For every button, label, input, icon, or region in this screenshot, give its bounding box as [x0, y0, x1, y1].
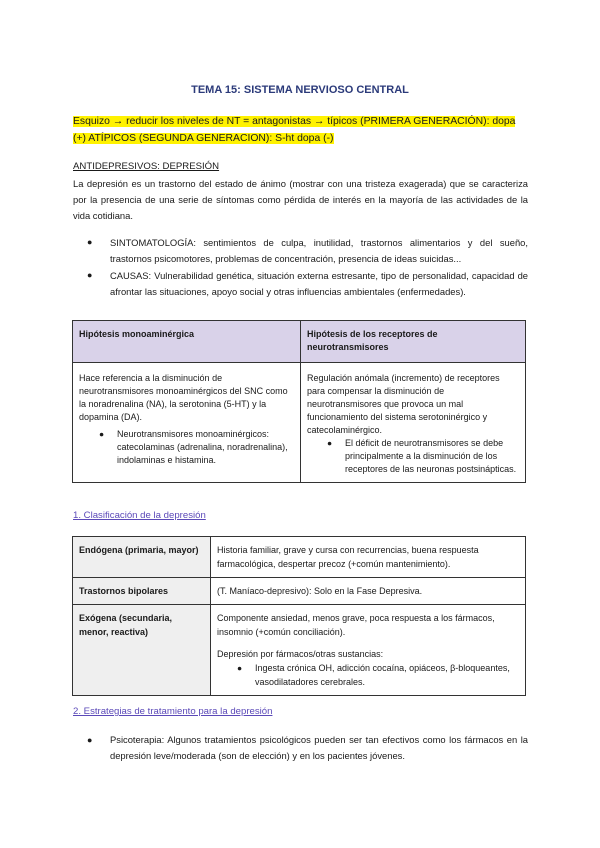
row-text-sub: Depresión por fármacos/otras sustancias: [217, 649, 384, 659]
list-item-text: Neurotransmisores monoaminérgicos: catecolaminas (adrenalina, noradrenalina), indolaminas e histamina. [117, 429, 288, 465]
intro-paragraph: La depresión es un trastorno del estado de ánimo (mostrar con una tristeza exagerada) que se caracteriza por la presencia de una serie de síntomas como pérdida de interés en la mayoría de las actividades de la vida cotidiana. [73, 178, 528, 221]
cell-text: Regulación anómala (incremento) de receptores para compensar la disminución de neurotransmisores que provoca un mal funcionamiento del sistema serotoninérgico y catecolaminérgico. [307, 373, 500, 435]
list-item [73, 235, 528, 266]
section-heading-antidepresivos: ANTIDEPRESIVOS: DEPRESIÓN [73, 161, 220, 172]
table-cell-monoaminergica [73, 363, 301, 483]
classification-table [72, 536, 526, 696]
row-label: Exógena (secundaria, menor, reactiva) [73, 605, 211, 696]
cell-text: Hace referencia a la disminución de neurotransmisores monoaminérgicos del SNC como la noradrenalina (NA), la serotonina (5-HT) y la dopamina (DA). [79, 373, 288, 422]
treatment-bullet-list [73, 732, 528, 764]
row-text-group [211, 605, 526, 696]
list-item [307, 437, 519, 476]
bullet-list [73, 235, 528, 299]
table-header-monoaminergica: Hipótesis monoaminérgica [73, 321, 301, 363]
list-item-text: CAUSAS: Vulnerabilidad genética, situación externa estresante, tipo de personalidad, capacidad de afrontar las situaciones, apoyo social y otras influencias ambientales (enfermedades). [110, 270, 528, 297]
hypothesis-table [72, 320, 526, 483]
list-item [73, 732, 528, 764]
list-item [217, 661, 519, 689]
bullet-icon: ● [99, 429, 105, 439]
table-row [73, 537, 526, 578]
bullet-icon: ● [237, 663, 243, 673]
list-item-text: Ingesta crónica OH, adicción cocaína, opiáceos, β-bloqueantes, vasodilatadores cerebrales. [255, 663, 510, 687]
row-text: (T. Maníaco-depresivo): Solo en la Fase Depresiva. [211, 578, 526, 605]
section-link-clasificacion[interactable]: 1. Clasificación de la depresión [73, 510, 206, 521]
row-text: Historia familiar, grave y cursa con recurrencias, buena respuesta farmacológica, despertar precoz (+común mantenimiento). [211, 537, 526, 578]
list-item-text: SINTOMATOLOGÍA: sentimientos de culpa, inutilidad, trastornos alimentarios y del sueño, trastornos psicomotores, problemas de concentración, presencia de ideas suicidas... [110, 237, 528, 264]
bullet-icon: ● [87, 270, 93, 280]
list-item [73, 268, 528, 299]
list-item [79, 428, 294, 467]
document-title: TEMA 15: SISTEMA NERVIOSO CENTRAL [191, 84, 409, 96]
highlighted-note [73, 113, 528, 147]
table-header-receptores: Hipótesis de los receptores de neurotransmisores [301, 321, 526, 363]
bullet-icon: ● [87, 237, 93, 247]
table-header-row [73, 321, 526, 363]
highlight-line-2: (+) ATÍPICOS (SEGUNDA GENERACION): S-ht dopa (-) [73, 133, 334, 144]
highlight-line-1: Esquizo → reducir los niveles de NT = antagonistas → típicos (PRIMERA GENERACIÓN): dopa [73, 116, 516, 127]
row-label: Endógena (primaria, mayor) [73, 537, 211, 578]
row-text: Componente ansiedad, menos grave, poca respuesta a los fármacos, insomnio (+común conciliación). [217, 613, 495, 637]
bullet-icon: ● [327, 438, 333, 448]
list-item-text: El déficit de neurotransmisores se debe principalmente a la disminución de los receptores de las neuronas postsinápticas. [345, 438, 517, 474]
table-cell-receptores [301, 363, 526, 483]
table-row [73, 363, 526, 483]
bullet-icon: ● [87, 735, 93, 745]
row-label: Trastornos bipolares [73, 578, 211, 605]
section-link-estrategias[interactable]: 2. Estrategias de tratamiento para la depresión [73, 706, 273, 717]
table-row [73, 605, 526, 696]
list-item-text: Psicoterapia: Algunos tratamientos psicológicos pueden ser tan efectivos como los fármacos en la depresión leve/moderada (son de elección) y en los pacientes jóvenes. [110, 734, 528, 761]
table-row [73, 578, 526, 605]
